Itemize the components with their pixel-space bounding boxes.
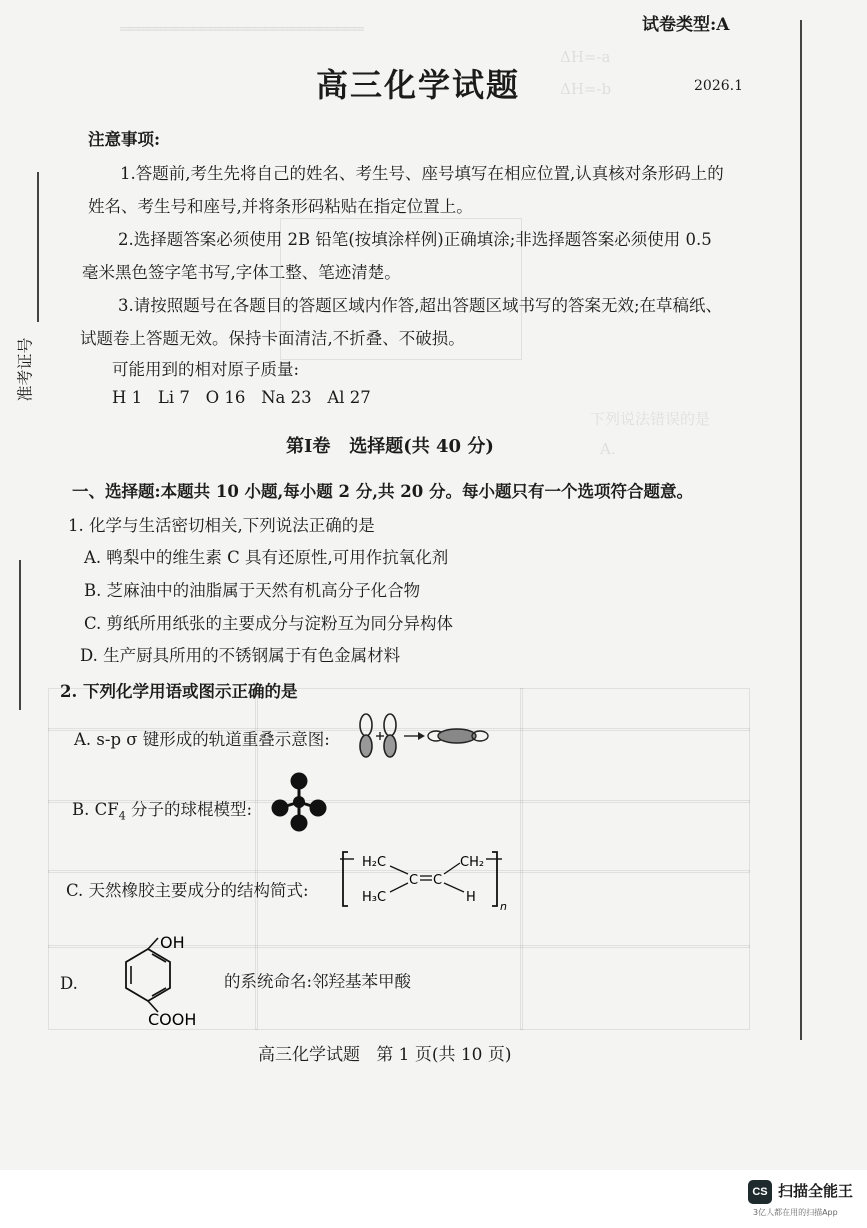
bleed-through-text: ΔH=-b: [560, 80, 612, 98]
page-title: 高三化学试题: [316, 66, 521, 104]
exam-number-label: 准考证号: [15, 337, 35, 402]
q2-option-d-text: 的系统命名:邻羟基苯甲酸: [224, 972, 412, 991]
camscanner-logo-icon: CS: [748, 1180, 772, 1204]
paper-type: 试卷类型:A: [642, 15, 730, 35]
scanner-bar: [0, 1170, 867, 1228]
q2-option-c: C. 天然橡胶主要成分的结构简式:: [66, 881, 309, 900]
binding-line: [19, 560, 21, 710]
note-3-line-2: 试题卷上答题无效。保持卡面清洁,不折叠、不破损。: [80, 329, 465, 348]
section-instruction: 一、选择题:本题共 10 小题,每小题 2 分,共 20 分。每小题只有一个选项符合题意。: [72, 482, 693, 501]
note-3-line-1: 3.请按照题号在各题目的答题区域内作答,超出答题区域书写的答案无效;在草稿纸、: [118, 296, 723, 315]
label-n: n: [500, 900, 507, 912]
q2-option-b: B. $CF_4$ 分子的球棍模型:: [72, 800, 253, 823]
binding-line: [37, 172, 39, 322]
label-h3c: H₃C: [362, 890, 387, 905]
note-1-line-1: 1.答题前,考生先将自己的姓名、考生号、座号填写在相应位置,认真核对条形码上的: [120, 164, 724, 183]
section-title: 第Ⅰ卷 选择题(共 40 分): [286, 436, 494, 457]
q2-stem: 2. 下列化学用语或图示正确的是: [60, 682, 298, 701]
label-carbon-left: C: [409, 873, 419, 888]
label-carbon-right: C: [433, 873, 443, 888]
note-2-line-2: 毫米黑色签字笔书写,字体工整、笔迹清楚。: [82, 263, 401, 282]
label-h: H: [466, 890, 476, 905]
salicylic-acid-structure: [88, 930, 226, 1030]
q1-option-b: B. 芝麻油中的油脂属于天然有机高分子化合物: [84, 581, 421, 600]
q2-option-a: A. s-p σ 键形成的轨道重叠示意图:: [74, 730, 330, 749]
label-cooh: COOH: [148, 1010, 197, 1029]
bleed-through-text: ΔH=-a: [560, 48, 611, 66]
label-h2c: H₂C: [362, 855, 387, 870]
natural-rubber-structure: [340, 848, 515, 912]
note-1-line-2: 姓名、考生号和座号,并将条形码粘贴在指定位置上。: [88, 197, 473, 216]
q1-option-c: C. 剪纸所用纸张的主要成分与淀粉互为同分异构体: [84, 614, 454, 633]
q2-option-d-label: D.: [60, 974, 78, 993]
bleed-through-table: [520, 688, 523, 1030]
bleed-through-text: A.: [600, 440, 616, 458]
bleed-through-text: ═══════════════════════════: [120, 20, 364, 38]
page-footer: 高三化学试题 第 1 页(共 10 页): [258, 1045, 512, 1065]
atomic-mass-heading: 可能用到的相对原子质量:: [112, 360, 300, 379]
atomic-mass-list: H 1 Li 7 O 16 Na 23 Al 27: [112, 388, 371, 407]
notes-heading: 注意事项:: [88, 130, 161, 149]
margin-line: [800, 20, 802, 1040]
ball-and-stick-model: [268, 770, 330, 834]
scanner-app-name: 扫描全能王: [778, 1182, 854, 1200]
label-oh: OH: [160, 933, 185, 952]
scanner-tagline: 3亿人都在用的扫描App: [753, 1208, 838, 1217]
note-2-line-1: 2.选择题答案必须使用 2B 铅笔(按填涂样例)正确填涂;非选择题答案必须使用 0.5: [118, 230, 712, 249]
q1-option-d: D. 生产厨具所用的不锈钢属于有色金属材料: [80, 646, 401, 665]
exam-date: 2026.1: [694, 78, 743, 94]
q1-stem: 1. 化学与生活密切相关,下列说法正确的是: [68, 516, 375, 535]
q1-option-a: A. 鸭梨中的维生素 C 具有还原性,可用作抗氧化剂: [84, 548, 449, 567]
orbital-overlap-diagram: [352, 712, 492, 758]
bleed-through-text: 下列说法错误的是: [590, 410, 711, 428]
label-ch2: CH₂: [460, 855, 485, 870]
